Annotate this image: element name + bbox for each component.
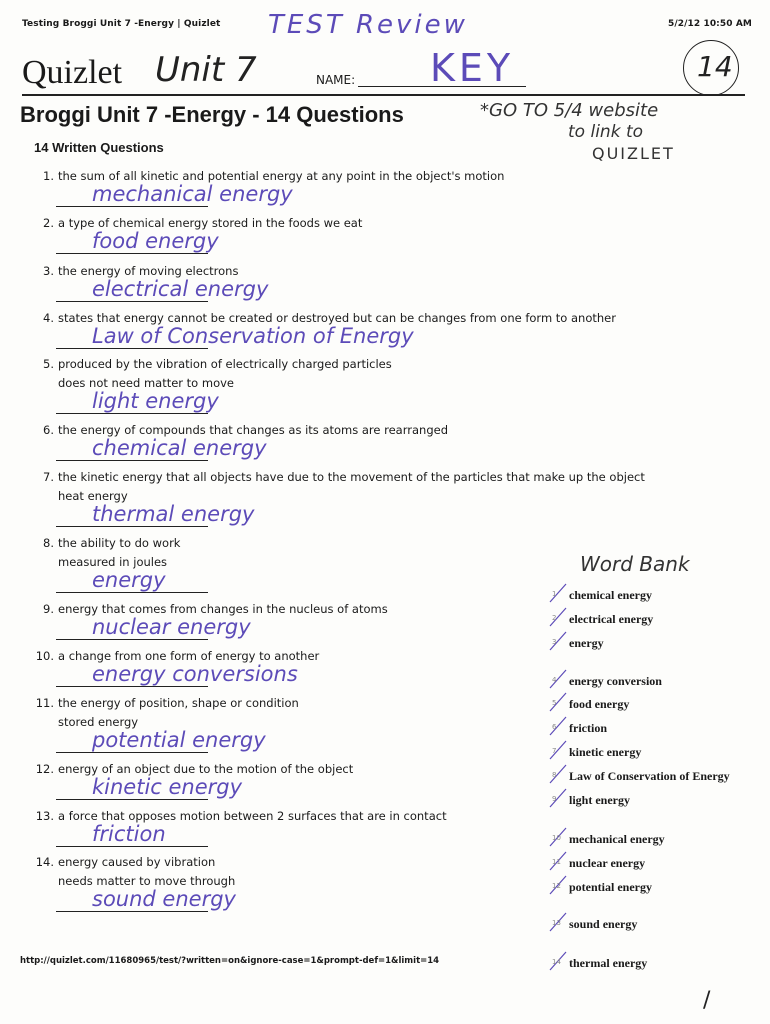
- answer-line[interactable]: [56, 413, 208, 414]
- question-text: a force that opposes motion between 2 surfaces that are in contact: [58, 809, 447, 823]
- question-text: a change from one form of energy to another: [58, 649, 320, 663]
- handwritten-answer: energy conversions: [92, 662, 298, 686]
- word-bank-term: potential energy: [569, 880, 652, 894]
- question-text: states that energy cannot be created or destroyed but can be changes from one form to another: [58, 311, 616, 325]
- question-text-continued: heat energy: [58, 489, 128, 503]
- question-text: the energy of compounds that changes as its atoms are rearranged: [58, 423, 448, 437]
- answer-line[interactable]: [56, 592, 208, 593]
- word-bank-term: energy: [569, 636, 604, 650]
- word-bank-term: food energy: [569, 697, 630, 711]
- question-number: 6.: [43, 423, 54, 437]
- answer-line[interactable]: [56, 846, 208, 847]
- answer-line[interactable]: [56, 911, 208, 912]
- word-bank-term: mechanical energy: [569, 832, 665, 846]
- word-bank-number: 12: [552, 882, 561, 890]
- handwritten-answer: mechanical energy: [92, 182, 293, 206]
- print-header-datetime: 5/2/12 10:50 AM: [668, 19, 752, 29]
- question-text-continued: needs matter to move through: [58, 874, 236, 888]
- word-bank-term: Law of Conservation of Energy: [569, 769, 730, 783]
- handwritten-answer: nuclear energy: [92, 615, 251, 639]
- question-8: [32, 534, 180, 572]
- handwritten-note-line1: *GO TO 5/4 website: [480, 100, 659, 121]
- question-number: 4.: [43, 311, 54, 325]
- handwritten-answer: sound energy: [92, 887, 236, 911]
- answer-line[interactable]: [56, 253, 208, 254]
- question-number: 1.: [43, 169, 54, 183]
- question-number: 2.: [43, 216, 54, 230]
- handwritten-answer: electrical energy: [92, 277, 269, 301]
- word-bank-number: 9: [552, 795, 557, 803]
- question-text: the ability to do work: [58, 536, 181, 550]
- print-header-title: Testing Broggi Unit 7 -Energy | Quizlet: [22, 19, 221, 29]
- question-text: the energy of moving electrons: [58, 264, 239, 278]
- question-number: 11.: [35, 696, 54, 710]
- answer-line[interactable]: [56, 301, 208, 302]
- question-text: the kinetic energy that all objects have due to the movement of the particles that make up the object: [58, 470, 645, 484]
- word-bank-number: 5: [552, 699, 557, 707]
- handwritten-answer: friction: [92, 822, 166, 846]
- name-label: NAME:: [316, 73, 356, 87]
- answer-line[interactable]: [56, 686, 208, 687]
- checkmark-icon: [548, 739, 568, 761]
- answer-line[interactable]: [56, 206, 208, 207]
- word-bank-term: nuclear energy: [569, 856, 646, 870]
- checkmark-icon: [548, 691, 568, 713]
- checkmark-icon: [548, 715, 568, 737]
- question-14: [32, 853, 235, 891]
- question-text-continued: measured in joules: [58, 555, 168, 569]
- word-bank-term: energy conversion: [569, 674, 662, 688]
- word-bank-number: 11: [552, 858, 561, 866]
- checkmark-icon: [548, 668, 568, 690]
- footer-url: http://quizlet.com/11680965/test/?written=on&ignore-case=1&prompt-def=1&limit=14: [20, 956, 440, 966]
- set-title: Broggi Unit 7 -Energy - 14 Questions: [20, 102, 404, 127]
- word-bank-number: 14: [552, 958, 561, 966]
- checkmark-icon: [548, 582, 568, 604]
- word-bank-term: thermal energy: [569, 956, 648, 970]
- question-number: 5.: [43, 357, 54, 371]
- answer-line[interactable]: [56, 799, 208, 800]
- word-bank-number: 7: [552, 747, 557, 755]
- handwritten-answer: light energy: [92, 389, 219, 413]
- word-bank-term: electrical energy: [569, 612, 654, 626]
- answer-line[interactable]: [56, 526, 208, 527]
- question-number: 10.: [35, 649, 54, 663]
- question-number: 3.: [43, 264, 54, 278]
- word-bank-number: 6: [552, 723, 557, 731]
- checkmark-icon: [548, 630, 568, 652]
- handwritten-note-line3: QUIZLET: [592, 144, 675, 163]
- word-bank-term: kinetic energy: [569, 745, 642, 759]
- header-rule: [22, 94, 745, 96]
- answer-line[interactable]: [56, 460, 208, 461]
- question-text: energy that comes from changes in the nucleus of atoms: [58, 602, 388, 616]
- word-bank-number: 4: [552, 676, 557, 684]
- handwritten-answer: thermal energy: [92, 502, 255, 526]
- question-number: 12.: [35, 762, 54, 776]
- handwritten-name-key: KEY: [430, 46, 515, 90]
- question-text: the energy of position, shape or condition: [58, 696, 299, 710]
- question-5: [32, 355, 392, 393]
- word-bank-term: chemical energy: [569, 588, 652, 602]
- word-bank-number: 2: [552, 614, 557, 622]
- handwritten-answer: chemical energy: [92, 436, 267, 460]
- question-text: energy caused by vibration: [58, 855, 216, 869]
- handwritten-test-review: TEST Review: [268, 10, 468, 40]
- handwritten-unit: Unit 7: [155, 50, 257, 90]
- question-number: 13.: [35, 809, 54, 823]
- question-number: 8.: [43, 536, 54, 550]
- handwritten-note-line2: to link to: [568, 122, 644, 142]
- handwritten-answer: energy: [92, 568, 166, 592]
- checkmark-icon: [548, 606, 568, 628]
- section-heading: 14 Written Questions: [34, 140, 164, 155]
- word-bank-number: 8: [552, 771, 557, 779]
- answer-line[interactable]: [56, 639, 208, 640]
- word-bank-number: 10: [552, 834, 561, 842]
- word-bank-term: sound energy: [569, 917, 638, 931]
- answer-line[interactable]: [56, 348, 208, 349]
- word-bank-term: friction: [569, 721, 607, 735]
- question-text-continued: does not need matter to move: [58, 376, 234, 390]
- word-bank-term: light energy: [569, 793, 630, 807]
- word-bank-number: 13: [552, 919, 561, 927]
- question-number: 7.: [43, 470, 54, 484]
- question-7: [32, 468, 645, 506]
- question-text: a type of chemical energy stored in the foods we eat: [58, 216, 363, 230]
- checkmark-icon: [548, 763, 568, 785]
- checkmark-icon: [548, 787, 568, 809]
- word-bank-number: 1: [552, 590, 557, 598]
- word-bank-number: 3: [552, 638, 557, 646]
- question-11: [32, 694, 299, 732]
- question-number: 14.: [35, 855, 54, 869]
- handwritten-answer: kinetic energy: [92, 775, 243, 799]
- handwritten-answer: Law of Conservation of Energy: [92, 324, 414, 348]
- question-text-continued: stored energy: [58, 715, 139, 729]
- question-text: the sum of all kinetic and potential energy at any point in the object's motion: [58, 169, 505, 183]
- answer-line[interactable]: [56, 752, 208, 753]
- handwritten-score: 14: [697, 50, 733, 83]
- word-bank-heading: Word Bank: [580, 552, 690, 576]
- handwritten-page-mark: /: [703, 988, 711, 1013]
- handwritten-answer: food energy: [92, 229, 219, 253]
- quizlet-logo: Quizlet: [22, 54, 123, 91]
- question-text: energy of an object due to the motion of the object: [58, 762, 354, 776]
- handwritten-answer: potential energy: [92, 728, 266, 752]
- question-number: 9.: [43, 602, 54, 616]
- question-text: produced by the vibration of electrically charged particles: [58, 357, 392, 371]
